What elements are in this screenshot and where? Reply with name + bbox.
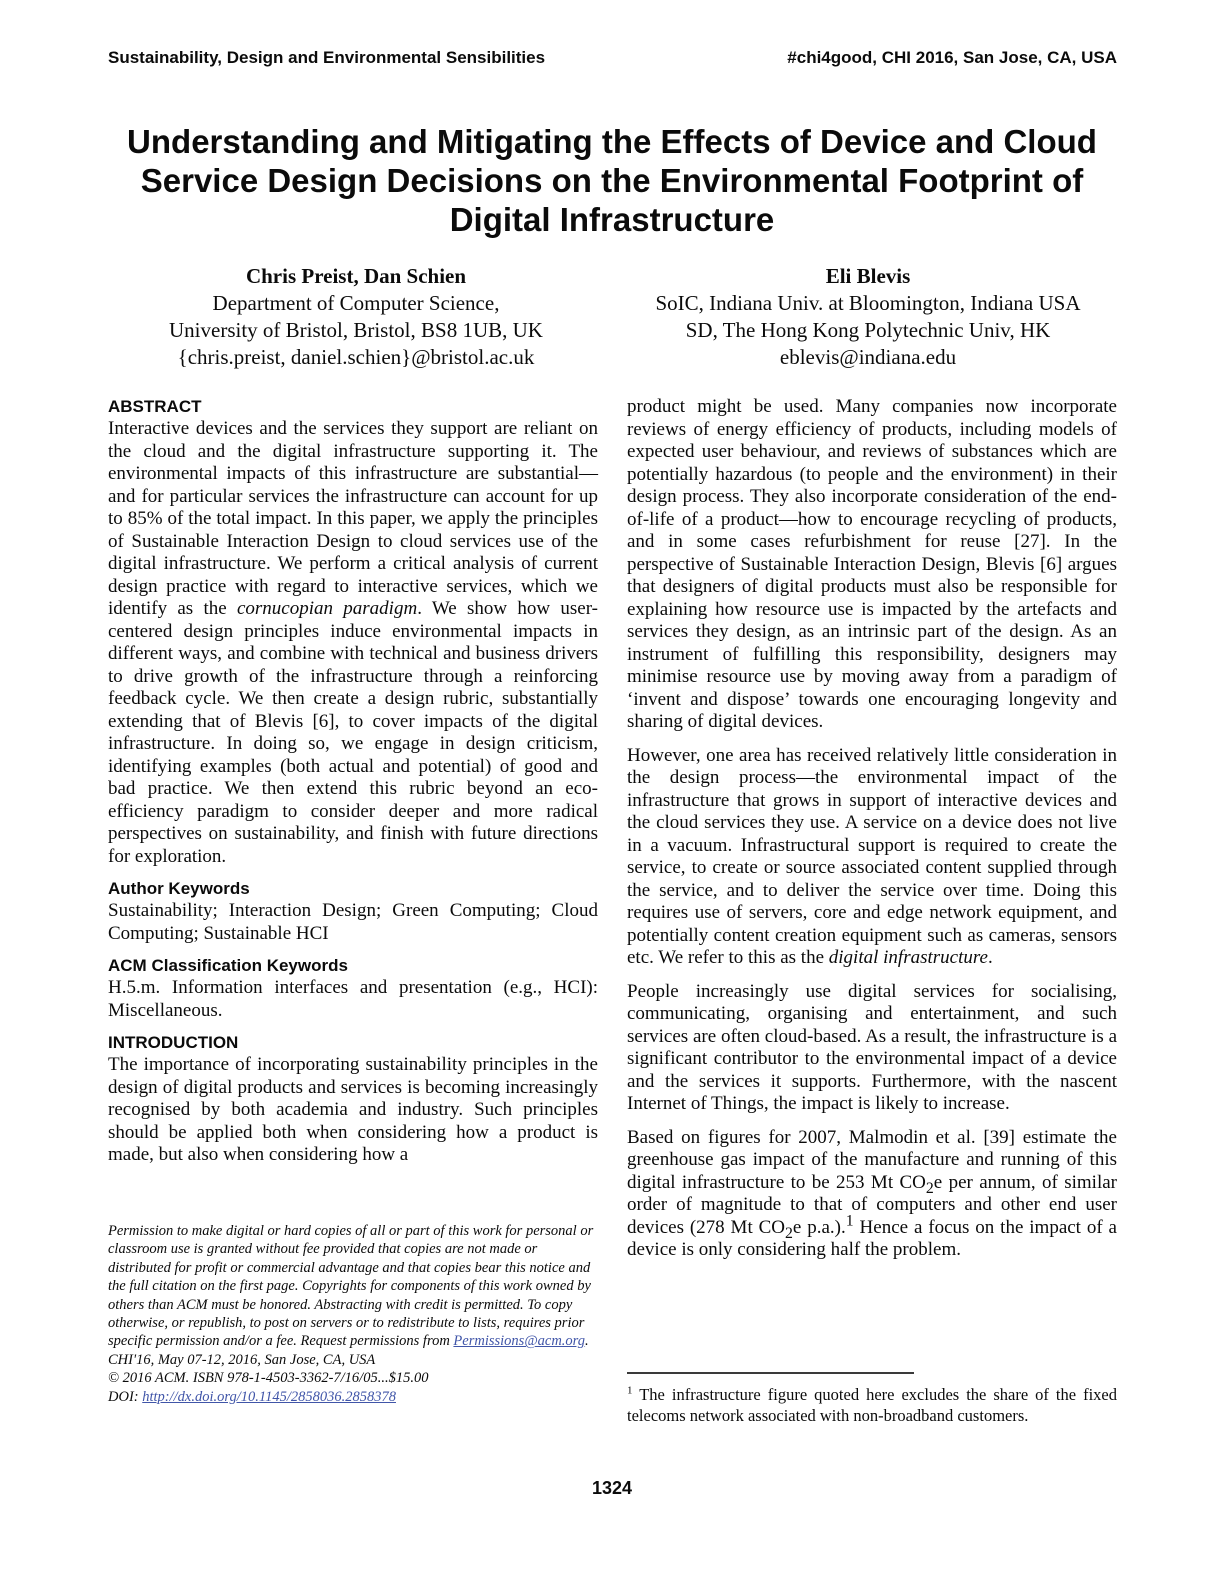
page-number: 1324: [591, 1478, 633, 1498]
author-email: {chris.preist, daniel.schien}@bristol.ac.uk: [177, 345, 535, 369]
footnote: [627, 1384, 1117, 1426]
left-column: [108, 396, 598, 1167]
footnote-divider: [627, 1372, 914, 1374]
copyright-line: © 2016 ACM. ISBN 978-1-4503-3362-7/16/05...$15.00: [108, 1370, 429, 1387]
venue-line: CHI'16, May 07-12, 2016, San Jose, CA, USA: [108, 1351, 376, 1368]
permission-after-link: .: [585, 1333, 589, 1350]
doi-link[interactable]: http://dx.doi.org/10.1145/2858036.2858378: [142, 1388, 396, 1405]
body-paragraph: People increasingly use digital services for socialising, communicating, organising and entertainment, and such services are often cloud-based. As a result, the infrastructure is a significant contributor to the environmental impact of a device and the services it supports. Furthermore, with the nascent Internet of Things, the impact is likely to increase.: [627, 980, 1117, 1114]
author-keywords-heading: Author Keywords: [108, 879, 250, 898]
authors-row: [100, 263, 1124, 371]
introduction-paragraph: The importance of incorporating sustainability principles in the design of digital products and services is becoming increasingly recognised by both academia and industry. Such principles should be applied both when considering how a product is made, but also when considering how a: [108, 1054, 598, 1165]
author-block-left: [100, 263, 612, 371]
author-keywords-text: Sustainability; Interaction Design; Green Computing; Cloud Computing; Sustainable HCI: [108, 900, 598, 944]
author-affiliation-line: SoIC, Indiana Univ. at Bloomington, Indiana USA: [655, 291, 1081, 315]
body-paragraph: Based on figures for 2007, Malmodin et al. [39] estimate the greenhouse gas impact of the manufacture and running of this digital infrastructure to be 253 Mt $CO_2e$ per annum, of similar order of magnitude to that of computers and other end user devices (278 Mt $CO_2e$ p.a.).$^1$ Hence a focus on the impact of a device is only considering half the problem.: [627, 1126, 1117, 1260]
paper-title: Understanding and Mitigating the Effects of Device and Cloud Service Design Decisions on the Environmental Footprint of Digital Infrastructure: [127, 123, 1097, 238]
permissions-email-link[interactable]: Permissions@acm.org: [453, 1333, 586, 1350]
header-conference-info: #chi4good, CHI 2016, San Jose, CA, USA: [787, 48, 1117, 67]
author-affiliation-line: SD, The Hong Kong Polytechnic Univ, HK: [685, 318, 1051, 342]
author-affiliation-line: University of Bristol, Bristol, BS8 1UB, UK: [169, 318, 543, 342]
author-names: Eli Blevis: [825, 264, 911, 288]
introduction-heading: INTRODUCTION: [108, 1033, 239, 1052]
author-email: eblevis@indiana.edu: [779, 345, 957, 369]
abstract-heading: ABSTRACT: [108, 397, 202, 416]
header-session-title: Sustainability, Design and Environmental Sensibilities: [108, 48, 546, 67]
author-names: Chris Preist, Dan Schien: [245, 264, 467, 288]
author-affiliation-line: Department of Computer Science,: [212, 291, 500, 315]
acm-keywords-text: H.5.m. Information interfaces and presentation (e.g., HCI): Miscellaneous.: [108, 977, 598, 1021]
body-paragraph: However, one area has received relatively little consideration in the design process—the environmental impact of the infrastructure that grows in support of interactive devices and the cloud services they use. A service on a device does not live in a vacuum. Infrastructural support is required to create the service, to create or source associated content supplied through the service, and to deliver the service over time. Doing this requires use of servers, core and edge network equipment, and potentially content creation equipment such as cameras, sensors etc. We refer to this as the digital infrastructure.: [627, 744, 1117, 968]
footnote-marker: 1: [627, 1384, 633, 1397]
doi-label: DOI:: [108, 1388, 143, 1405]
body-paragraph: product might be used. Many companies now incorporate reviews of energy efficiency of products, including models of expected user behaviour, and reviews of substances which are potentially hazardous (to people and the environment) in their design process. They also incorporate consideration of the end-of-life of a product—how to encourage recycling of products, and in some cases refurbishment for reuse [27]. In the perspective of Sustainable Interaction Design, Blevis [6] argues that designers of digital products must also be responsible for explaining how resource use is impacted by the artefacts and services they design, as an intrinsic part of the design. As an instrument of fulfilling this responsibility, designers may minimise resource use by moving away from a paradigm of ‘invent and dispose’ towards one encouraging longevity and sharing of digital devices.: [627, 396, 1117, 732]
running-header: [108, 48, 1117, 68]
permission-text: Permission to make digital or hard copies of all or part of this work for personal or classroom use is granted without fee provided that copies are not made or distributed for profit or commercial advantage and that copies bear this notice and the full citation on the first page. Copyrights for components of this work owned by others than ACM must be honored. Abstracting with credit is permitted. To copy otherwise, or republish, to post on servers or to redistribute to lists, requires prior specific permission and/or a fee. Request permissions from: [108, 1223, 594, 1350]
footnote-text: The infrastructure figure quoted here excludes the share of the fixed telecoms network associated with non-broadband customers.: [627, 1385, 1117, 1425]
right-column: [627, 396, 1117, 1273]
acm-keywords-heading: ACM Classification Keywords: [108, 956, 348, 975]
copyright-permission-block: [108, 1222, 600, 1406]
author-block-right: [612, 263, 1124, 371]
abstract-paragraph: Interactive devices and the services they support are reliant on the cloud and the digital infrastructure supporting it. The environmental impacts of this infrastructure are substantial—and for particular services the infrastructure can account for up to 85% of the total impact. In this paper, we apply the principles of Sustainable Interaction Design to cloud services use of the digital infrastructure. We perform a critical analysis of current design practice with regard to interactive services, which we identify as the cornucopian paradigm. We show how user-centered design principles induce environmental impacts in different ways, and combine with technical and business drivers to drive growth of the infrastructure through a reinforcing feedback cycle. We then create a design rubric, substantially extending that of Blevis [6], to cover impacts of the digital infrastructure. In doing so, we engage in design criticism, identifying examples (both actual and potential) of good and bad practice. We then extend this rubric beyond an eco-efficiency paradigm to consider deeper and more radical perspectives on sustainability, and finish with future directions for exploration.: [108, 418, 598, 867]
